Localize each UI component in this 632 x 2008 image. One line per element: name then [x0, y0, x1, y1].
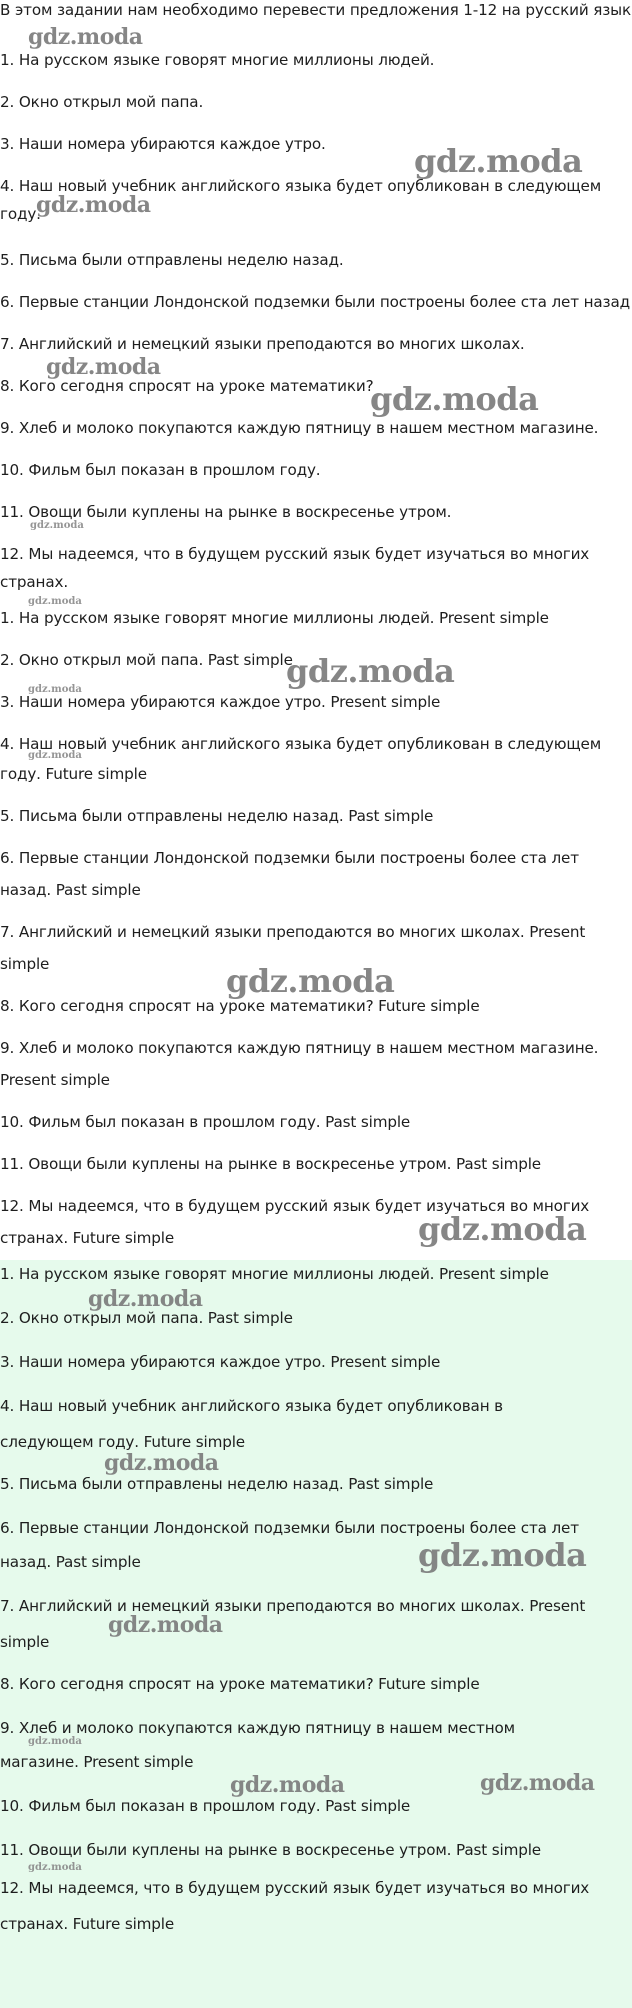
- answer-line: странах. Future simple: [0, 1229, 175, 1247]
- sentence-line: году.: [0, 205, 41, 223]
- answer-line: 12. Мы надеемся, что в будущем русский язык будет изучаться во многих: [0, 1879, 590, 1897]
- watermark-logo: gdz.moda: [226, 962, 395, 1000]
- answer-line: 7. Английский и немецкий языки преподаются во многих школах. Present: [0, 923, 586, 941]
- watermark-logo: gdz.moda: [88, 1286, 203, 1312]
- watermark-logo: gdz.moda: [480, 1770, 595, 1796]
- watermark-logo: gdz.moda: [370, 380, 539, 418]
- watermark-logo: gdz.moda: [46, 354, 161, 380]
- answer-line: simple: [0, 1633, 50, 1651]
- watermark-logo: gdz.moda: [28, 750, 82, 761]
- highlighted-answers-section: [0, 1260, 632, 2008]
- watermark-logo: gdz.moda: [28, 684, 82, 695]
- answer-line: назад. Past simple: [0, 881, 141, 899]
- answers-section: [0, 592, 632, 1260]
- watermark-logo: gdz.moda: [418, 1536, 587, 1574]
- answer-line: 11. Овощи были куплены на рынке в воскресенье утром. Past simple: [0, 1155, 541, 1173]
- sentence-line: 6. Первые станции Лондонской подземки были построены более ста лет назад: [0, 293, 630, 311]
- intro-text: В этом задании нам необходимо перевести предложения 1-12 на русский язык: [0, 1, 632, 19]
- sentence-line: 2. Окно открыл мой папа.: [0, 93, 204, 111]
- watermark-logo: gdz.moda: [108, 1612, 223, 1638]
- answer-line: 1. На русском языке говорят многие миллионы людей. Present simple: [0, 1265, 549, 1283]
- answer-line: магазине. Present simple: [0, 1753, 194, 1771]
- watermark-logo: gdz.moda: [414, 142, 583, 180]
- answer-line: 5. Письма были отправлены неделю назад. Past simple: [0, 1475, 434, 1493]
- watermark-logo: gdz.moda: [28, 596, 82, 607]
- sentence-line: 12. Мы надеемся, что в будущем русский язык будет изучаться во многих: [0, 545, 590, 563]
- answer-line: 6. Первые станции Лондонской подземки были построены более ста лет: [0, 1519, 579, 1537]
- answer-line: 3. Наши номера убираются каждое утро. Present simple: [0, 693, 441, 711]
- watermark-logo: gdz.moda: [286, 652, 455, 690]
- sentence-line: 9. Хлеб и молоко покупаются каждую пятницу в нашем местном магазине.: [0, 419, 599, 437]
- watermark-logo: gdz.moda: [28, 24, 143, 50]
- sentence-line: 5. Письма были отправлены неделю назад.: [0, 251, 344, 269]
- answer-line: 9. Хлеб и молоко покупаются каждую пятницу в нашем местном: [0, 1719, 515, 1737]
- sentence-line: 3. Наши номера убираются каждое утро.: [0, 135, 326, 153]
- answer-line: 12. Мы надеемся, что в будущем русский язык будет изучаться во многих: [0, 1197, 590, 1215]
- answer-line: 10. Фильм был показан в прошлом году. Past simple: [0, 1797, 411, 1815]
- answer-line: 6. Первые станции Лондонской подземки были построены более ста лет: [0, 849, 579, 867]
- answer-line: 2. Окно открыл мой папа. Past simple: [0, 651, 293, 669]
- answer-line: 9. Хлеб и молоко покупаются каждую пятницу в нашем местном магазине.: [0, 1039, 599, 1057]
- watermark-logo: gdz.moda: [418, 1210, 587, 1248]
- sentence-line: 11. Овощи были куплены на рынке в воскресенье утром.: [0, 503, 452, 521]
- answer-line: 8. Кого сегодня спросят на уроке математики? Future simple: [0, 997, 480, 1015]
- sentence-line: 7. Английский и немецкий языки преподаются во многих школах.: [0, 335, 525, 353]
- answer-line: 5. Письма были отправлены неделю назад. Past simple: [0, 807, 434, 825]
- watermark-logo: gdz.moda: [104, 1450, 219, 1476]
- answer-line: году. Future simple: [0, 765, 147, 783]
- sentence-line: 8. Кого сегодня спросят на уроке математики?: [0, 377, 374, 395]
- answer-line: 4. Наш новый учебник английского языка будет опубликован в следующем: [0, 735, 602, 753]
- answer-line: Present simple: [0, 1071, 110, 1089]
- answer-line: 8. Кого сегодня спросят на уроке математики? Future simple: [0, 1675, 480, 1693]
- answer-line: 10. Фильм был показан в прошлом году. Past simple: [0, 1113, 411, 1131]
- answer-line: simple: [0, 955, 50, 973]
- answer-line: 2. Окно открыл мой папа. Past simple: [0, 1309, 293, 1327]
- sentence-line: 1. На русском языке говорят многие миллионы людей.: [0, 51, 435, 69]
- sentences-section: [0, 0, 632, 607]
- watermark-logo: gdz.moda: [28, 1736, 82, 1747]
- answer-line: 3. Наши номера убираются каждое утро. Present simple: [0, 1353, 441, 1371]
- answer-line: 7. Английский и немецкий языки преподаются во многих школах. Present: [0, 1597, 586, 1615]
- answer-line: 4. Наш новый учебник английского языка будет опубликован в: [0, 1397, 503, 1415]
- watermark-logo: gdz.moda: [230, 1772, 345, 1798]
- watermark-logo: gdz.moda: [36, 192, 151, 218]
- sentence-line: странах.: [0, 573, 68, 591]
- sentence-line: 4. Наш новый учебник английского языка будет опубликован в следующем: [0, 177, 602, 195]
- answer-line: странах. Future simple: [0, 1915, 175, 1933]
- answer-line: назад. Past simple: [0, 1553, 141, 1571]
- watermark-logo: gdz.moda: [28, 1862, 82, 1873]
- sentence-line: 10. Фильм был показан в прошлом году.: [0, 461, 321, 479]
- answer-line: следующем году. Future simple: [0, 1433, 245, 1451]
- answer-line: 11. Овощи были куплены на рынке в воскресенье утром. Past simple: [0, 1841, 541, 1859]
- answer-line: 1. На русском языке говорят многие миллионы людей. Present simple: [0, 609, 549, 627]
- watermark-logo: gdz.moda: [30, 520, 84, 531]
